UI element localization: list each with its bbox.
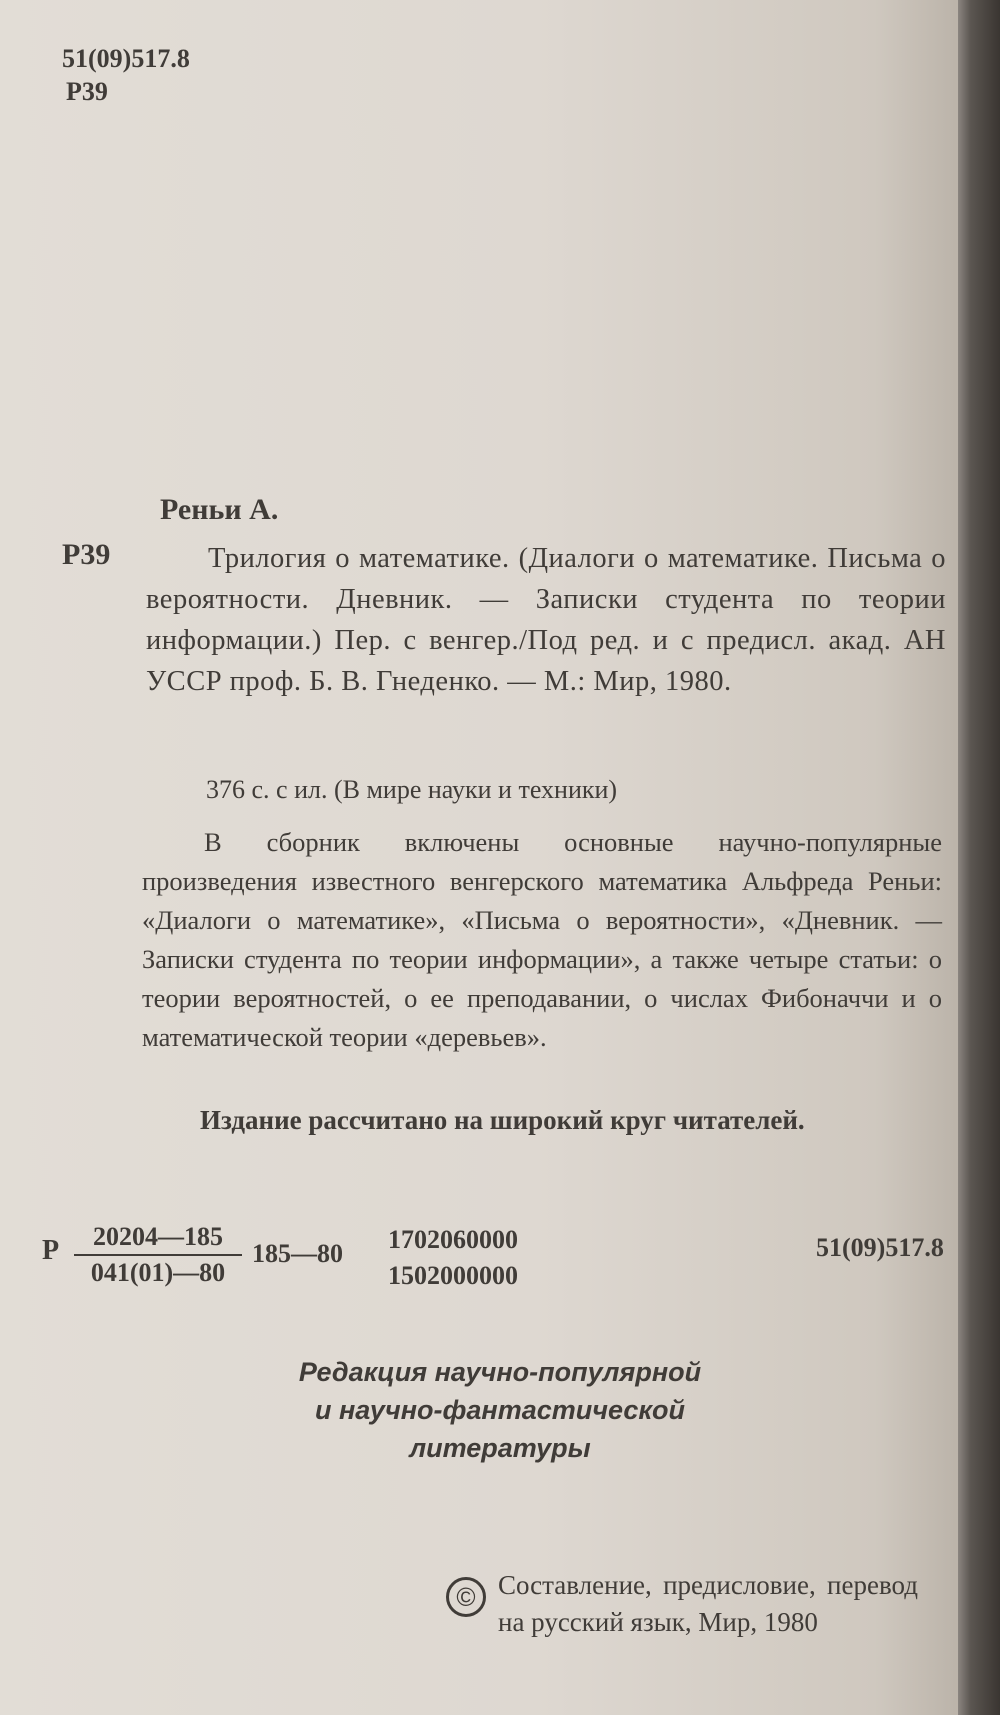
author-name: Реньи А. <box>160 493 279 526</box>
udk-code-right: 51(09)517.8 <box>816 1233 944 1262</box>
editorial-office <box>230 1353 770 1467</box>
copyright-icon: © <box>446 1577 486 1617</box>
page-edge <box>958 0 1000 1715</box>
fraction-denominator: 041(01)—80 <box>90 1258 226 1287</box>
editorial-line-2: и научно-фантастической литературы <box>314 1395 686 1463</box>
annotation-paragraph: В сборник включены основные научно-популярные произведения известного венгерского математика Альфреда Реньи: «Диалоги о математике», «Письма о вероятности», «Дневник. — Записки студента по теории информации», а также четыре статьи: о теории вероятностей, о ее преподавании, о числах Фибоначчи и о математической теории «деревьев». <box>142 827 942 1052</box>
extent-line: 376 с. с ил. (В мире науки и техники) <box>206 775 618 804</box>
catalog-letter: Р <box>42 1235 60 1266</box>
catalog-fraction <box>74 1222 242 1288</box>
udk-code-top: 51(09)517.8 <box>62 44 190 73</box>
author-code-top: Р39 <box>66 77 108 106</box>
bibliographic-description: Трилогия о математике. (Диалоги о математике. Письма о вероятности. Дневник. — Записки студента по теории информации.) Пер. с венгер./Под ред. и с предисл. акад. АН УССР проф. Б. В. Гнеденко. — М.: Мир, 1980. <box>146 543 946 697</box>
author-code: Р39 <box>62 538 111 571</box>
fraction-numerator: 20204—185 <box>74 1222 242 1256</box>
catalog-number-1: 1702060000 <box>388 1225 518 1254</box>
editorial-line-1: Редакция научно-популярной <box>298 1357 702 1387</box>
copyright-notice: Составление, предисловие, перевод на русский язык, Мир, 1980 <box>498 1570 918 1637</box>
catalog-number-2: 1502000000 <box>388 1261 518 1290</box>
audience-note: Издание рассчитано на широкий круг читателей. <box>200 1105 805 1135</box>
catalog-numbers <box>388 1222 518 1294</box>
catalog-code: 185—80 <box>252 1239 343 1268</box>
